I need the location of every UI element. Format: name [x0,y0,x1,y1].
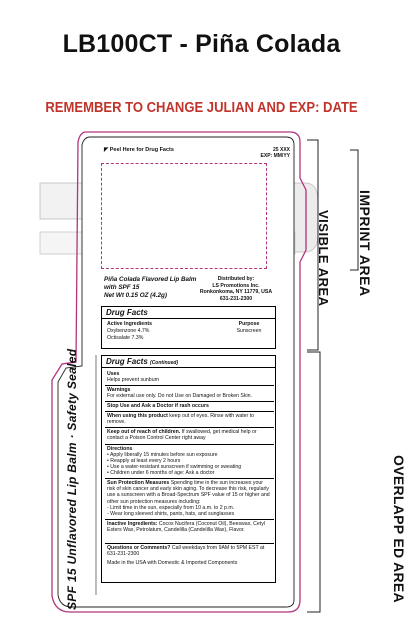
when-using-text [107,413,272,425]
made-in-usa-text: Made in the USA with Domestic & Imported Components [107,560,238,566]
imprint-area-label: IMPRINT AREA [357,190,373,297]
drug-facts-continued-title-text: Drug Facts [106,357,148,366]
direction-4: • Children under 6 months of age: Ask a doctor [107,470,215,476]
when-using-body: keep out of eyes. Rinse with water to remove. [107,413,255,426]
purpose-value: Sunscreen [236,328,262,334]
drug-facts-title: Drug Facts [102,307,275,319]
product-name: Piña Colada Flavored Lip Balm [104,276,197,283]
directions-heading-text: Directions [107,446,133,452]
stop-use-bold: Stop Use and Ask a Doctor if rash occurs [107,403,209,409]
keep-out-body: If swallowed, get medical help or contact a Poison Control Center right away [107,429,257,442]
direction-3: • Use a water-resistant sunscreen if swimming or sweating [107,464,242,470]
divider [105,385,274,386]
sun-measure-2: - Wear long sleeved shirts, pants, hats, and sunglasses [107,511,235,517]
direction-2: • Reapply at least every 2 hours [107,458,181,464]
direction-1: • Apply liberally 15 minutes before sun exposure [107,452,218,458]
sun-protection-text [107,480,272,505]
sun-protection-heading: Sun Protection Measures [107,480,170,486]
distrib-phone: 631-231-2300 [219,295,253,302]
distributor-block [186,276,286,302]
drug-facts-box [101,306,276,349]
divider [105,427,274,428]
overlap-bracket [307,352,320,612]
continued-suffix: (Continued) [150,360,179,366]
inactive-heading: Inactive Ingredients: [107,521,158,527]
active-ingredients-header: Active Ingredients [107,321,152,327]
distrib-heading: Distributed by: [217,276,255,282]
drug-facts-continued-box [101,355,276,583]
lot-code: 25 XXX [273,147,290,153]
stop-use-text [107,403,272,409]
keep-out-heading: Keep out of reach of children. [107,429,181,435]
distrib-company: LS Promotions Inc. [212,282,260,289]
distrib-address: Ronkonkoma, NY 11779, USA [199,289,273,295]
questions-text [107,545,272,557]
drug-facts-continued-title [102,356,275,368]
purpose-header-cell [224,321,274,327]
divider [105,411,274,412]
active-ingredient-2: Octisalate 7.3% [107,335,144,341]
page-title: LB100CT - Piña Colada [62,30,341,58]
visible-area-label: VISIBLE AREA [316,210,331,307]
warnings-text: For external use only. Do not Use on Damaged or Broken Skin. [107,393,252,399]
inactive-body: Cocos Nucifera (Coconut Oil), Beeswax, Cetyl Esters Wax, Petrolatum, Candelilla (Candelilla Wax), Flavor. [107,521,265,534]
product-net-wt: Net Wt 0.15 OZ (4.2g) [104,292,167,299]
overlap-area-label: OVERLAPP ED AREA [391,455,407,603]
purpose-header: Purpose [238,321,260,327]
peel-here-text: ◤ Peel Here for Drug Facts [104,147,174,153]
questions-body: Call weekdays from 9AM to 5PM EST at 631-231-2300 [107,545,265,558]
divider [105,444,274,445]
sun-protection-body: Spending time in the sun increases your risk of skin cancer and early skin aging. To decrease this risk, regularly use a sunscreen with a Broad-Spectrum SPF value of 15 or higher and other sun protection measures including: [107,480,270,505]
sun-measure-1: - Limit time in the sun, especially from 10 a.m. to 2 p.m. [107,505,235,511]
lot-exp-code [240,147,290,159]
inactive-ingredients-text [107,521,272,533]
uses-heading-text: Uses [107,371,120,377]
product-spf: with SPF 15 [104,284,140,291]
when-using-heading: When using this product [107,413,168,419]
exp-code: EXP: MM/YY [260,153,290,159]
uses-text: Helps prevent sunburn [107,377,160,383]
imprint-zone [101,163,267,269]
reminder-note: REMEMBER TO CHANGE JULIAN AND EXP: DATE [45,100,358,116]
warnings-heading-text: Warnings [107,387,131,393]
spine-text: SPF 15 Unflavored Lip Balm · Safety Sealed [65,348,79,610]
divider [105,478,274,479]
divider [105,401,274,402]
divider [105,519,274,520]
divider [105,543,274,544]
questions-heading: Questions or Comments? [107,545,171,551]
keep-out-text [107,429,272,441]
active-ingredient-1: Oxybenzone 4.7% [107,328,150,334]
